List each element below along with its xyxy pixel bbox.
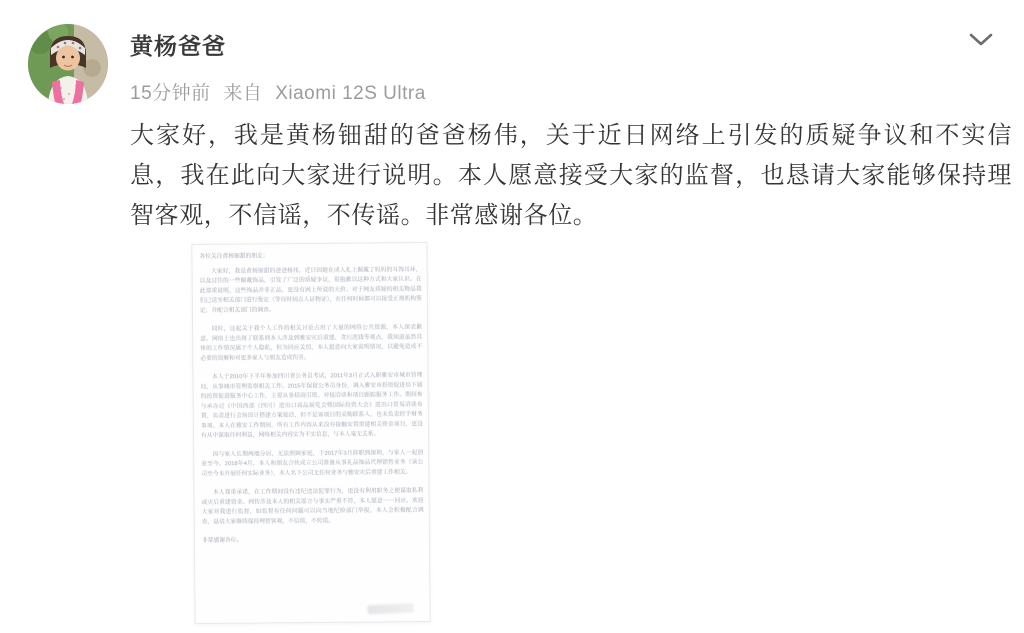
letter-paragraph: 大家好，我是黄杨钿甜的爸爸杨伟，近日因她在成人礼上佩戴了妈妈的耳饰耳环，以及过往的一些佩戴饰品，引发了广泛的质疑争议，很抱歉以这种方式和大家认识。在此郑重说明，这些饰品并非正品，更没有网上所说的天价。对于网友质疑的相关物品我们已送至相关部门进行鉴定（等待时间点人证物证），在任何时候都可以接受正规机构鉴定，并配合相关部门的调查。 bbox=[199, 266, 422, 314]
post-text: 大家好，我是黄杨钿甜的爸爸杨伟，关于近日网络上引发的质疑争议和不实信息，我在此向大家进行说明。本人愿意接受大家的监督，也恳请大家能够保持理智客观，不信谣，不传谣。非常感谢各位。 bbox=[130, 122, 1012, 229]
avatar-photo bbox=[28, 24, 108, 104]
letter-paragraph: 本人郑重承诺，在工作期间没有违纪违法犯罪行为，更没有利用职务之便谋取私利或灾后重建资金。网传涉及本人的相关谣言与事实严重不符，本人愿意一一回应。欢迎大家对我进行监督，如监督有任何问题可以向当地纪检部门举报，本人会积极配合调查，恳请大家继续保持理智客观，不信谣，不传谣。 bbox=[201, 487, 424, 525]
paper-watermark bbox=[367, 603, 413, 614]
chevron-down-icon[interactable] bbox=[966, 26, 996, 52]
user-info bbox=[130, 28, 433, 105]
post-meta bbox=[130, 78, 433, 105]
timestamp: 15分钟前 bbox=[130, 83, 211, 104]
letter-paragraph: 同时，这起关于我个人工作的相关讨论占用了大量的网络公共资源，本人深表歉意。网络上也出现了联系到本人涉及到雅安灾后重建、贪污洗钱等观点，我知道虽然具体的工作情况属于个人隐私，但为回应关切，本人愿意向大家说明情况，以避免造成不必要的误解和对更多家人与朋友造成伤害。 bbox=[200, 324, 423, 362]
letter-content bbox=[192, 243, 430, 546]
letter-paragraph: 本人于2010年下半年参加四川省公务员考试，2011年3月正式入职雅安市城市管理局，从事城市管理监察相关工作。2015年保留公务员身份，调入雅安市投资促进局下属的投资促进服务中心工作，主要从事招商引资、对接洽谈和项目跟踪服务工作。期间参与承办过《中国西部（四川）进出口商品展览会暨国际投资大会》进出口贸易洽谈布置，负责进行会场设计搭建方案接洽，但不是该项目的采购联系人，也未负责经手财务事项。本人在雅安工作期间，所有工作内容从来没有接触安置重建相关资金项目，更没有从中谋取任何利益，网络相关内容实为不实信息，与本人毫无关系。 bbox=[200, 372, 423, 439]
letter-salutation: 各位关注黄杨钿甜的朋友： bbox=[199, 252, 269, 260]
letter-closing: 非常感谢各位。 bbox=[201, 537, 243, 544]
letter-image[interactable] bbox=[191, 242, 430, 624]
letter-paragraph: 因与家人长期两地分居，无法照顾家庭，于2017年3月辞职到深圳，与家人一起创业至今。2018年4月，本人和朋友合伙成立公司准备从事礼品饰品代理销售业务（该公司至今未开展任何实际业务），本人名下公司无任何业务与雅安灾后重建工作相关。 bbox=[201, 449, 424, 477]
source-device-link[interactable]: Xiaomi 12S Ultra bbox=[275, 83, 426, 104]
avatar[interactable] bbox=[28, 24, 108, 104]
username[interactable]: 黄杨爸爸 bbox=[130, 33, 226, 59]
post-header bbox=[28, 22, 1008, 106]
source-prefix: 来自 bbox=[223, 83, 263, 104]
